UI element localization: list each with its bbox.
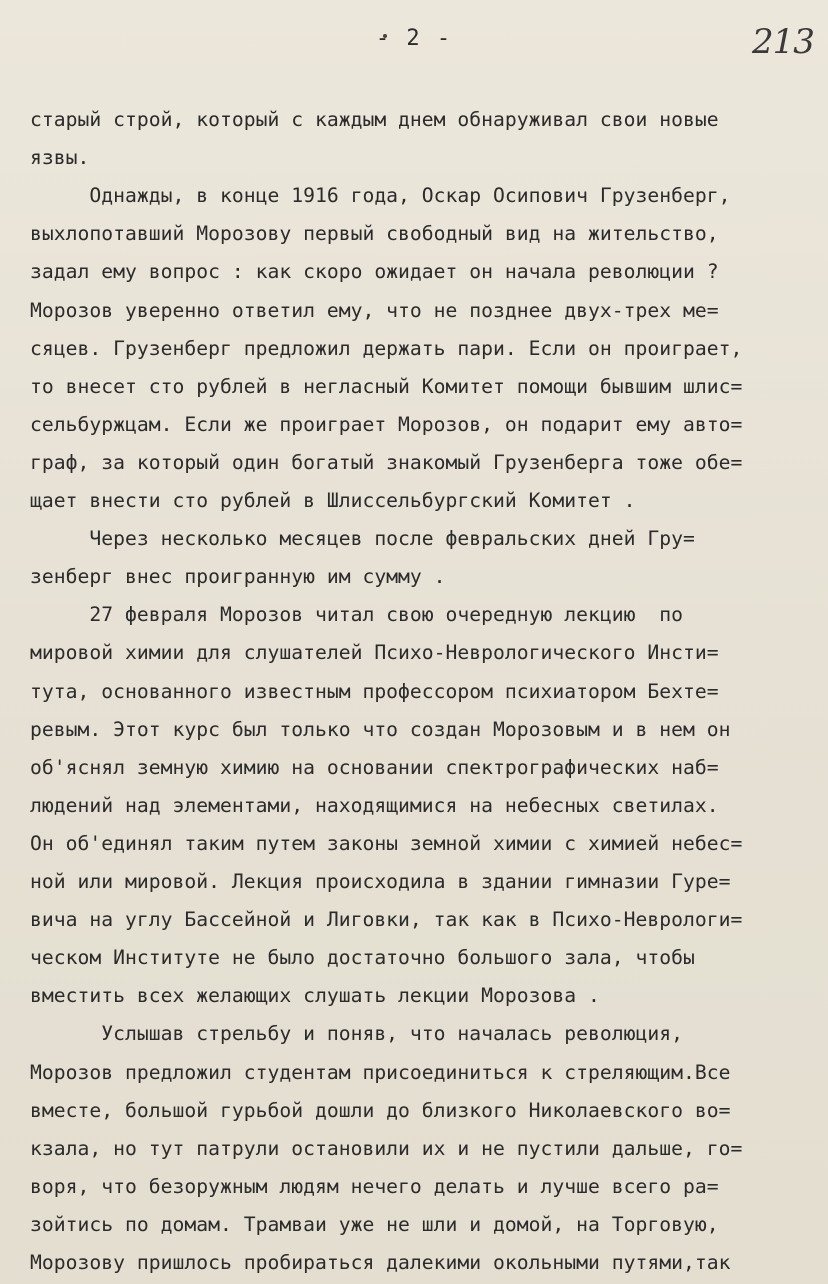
text-line: Однажды, в конце 1916 года, Оскар Осипович Грузенберг,: [30, 184, 731, 208]
text-line: Морозов уверенно ответил ему, что не позднее двух-трех ме=: [30, 298, 719, 322]
text-line: вместить всех желающих слушать лекции Морозова .: [30, 984, 600, 1008]
text-line: язвы.: [30, 146, 90, 170]
page-number: - 2 -: [375, 26, 453, 51]
text-line: ческом Институте не было достаточно большого зала, чтобы: [30, 946, 695, 970]
text-line: Через несколько месяцев после февральских дней Гру=: [30, 527, 695, 551]
text-line: мировой химии для слушателей Психо-Неврологического Инсти=: [30, 641, 719, 665]
text-line: воря, что безоружным людям нечего делать и лучше всего ра=: [30, 1174, 719, 1198]
text-line: сяцев. Грузенберг предложил держать пари. Если он проиграет,: [30, 336, 743, 360]
text-line: Морозов предложил студентам присоединиться к стреляющим.Все: [30, 1060, 731, 1084]
text-line: ной или мировой. Лекция происходила в здании гимназии Гуре=: [30, 870, 731, 893]
text-line: задал ему вопрос : как скоро ожидает он начала революции ?: [30, 260, 719, 284]
text-line: об'яснял земную химию на основании спектрографических наб=: [30, 755, 719, 779]
text-line: то внесет сто рублей в негласный Комитет помощи бывшим шлис=: [30, 374, 743, 398]
text-line: кзала, но тут патрули остановили их и не пустили дальше, го=: [30, 1136, 743, 1160]
text-line: зойтись по домам. Трамваи уже не шли и домой, на Торговую,: [30, 1212, 719, 1236]
text-line: выхлопотавший Морозову первый свободный вид на жительство,: [30, 222, 719, 246]
text-line: 27 февраля Морозов читал свою очередную лекцию по: [30, 603, 684, 627]
text-line: Услышав стрельбу и поняв, что началась революция,: [30, 1022, 684, 1046]
text-line: людений над элементами, находящимися на небесных светилах.: [30, 793, 719, 817]
archive-folio-number: 213: [752, 22, 814, 62]
text-line: сельбуржцам. Если же проиграет Морозов, он подарит ему авто=: [30, 412, 743, 436]
text-line: Морозову пришлось пробираться далекими окольными путями,так: [30, 1251, 731, 1274]
text-line: ревым. Этот курс был только что создан Морозовым и в нем он: [30, 717, 731, 741]
text-line: вича на углу Бассейной и Лиговки, так как в Психо-Неврологи=: [30, 908, 743, 932]
text-line: щает внести сто рублей в Шлиссельбургский Комитет .: [30, 489, 636, 512]
text-line: граф, за который один богатый знакомый Грузенберга тоже обе=: [30, 450, 743, 474]
text-line: Он об'единял таким путем законы земной химии с химией небес=: [30, 831, 743, 855]
text-line: старый строй, который с каждым днем обнаруживал свои новые: [30, 108, 719, 131]
text-line: тута, основанного известным профессором психиатором Бехте=: [30, 679, 719, 703]
text-line: зенберг внес проигранную им сумму .: [30, 565, 446, 589]
text-line: вместе, большой гурьбой дошли до близкого Николаевского во=: [30, 1098, 731, 1122]
